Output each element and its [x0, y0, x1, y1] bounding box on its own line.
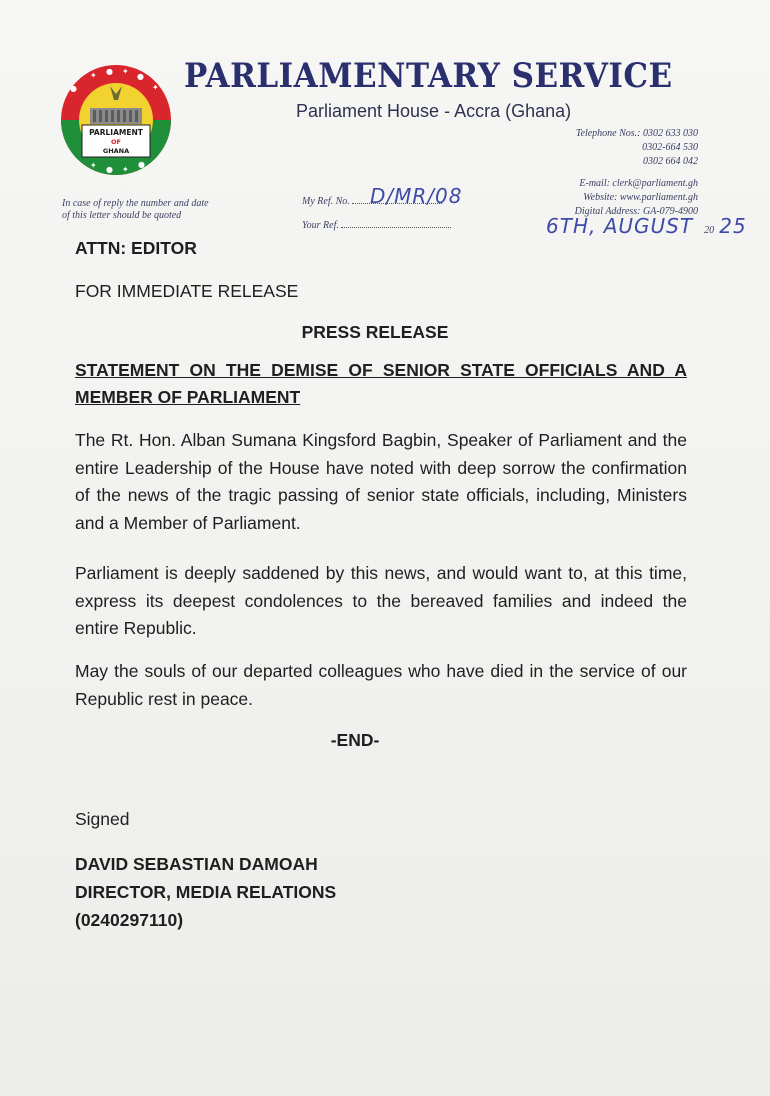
signatory-title: DIRECTOR, MEDIA RELATIONS: [75, 882, 337, 902]
paragraph-3: May the souls of our departed colleagues who have died in the service of our Republic rest in peace.: [75, 661, 687, 709]
logo-text-top: PARLIAMENT: [89, 128, 143, 137]
statement-title: STATEMENT ON THE DEMISE OF SENIOR STATE OFFICIALS AND A MEMBER OF PARLIAMENT: [75, 360, 687, 407]
end-marker: -END-: [330, 730, 380, 750]
telephone-line-1: Telephone Nos.: 0302 633 030: [575, 128, 698, 139]
signed-label: Signed: [75, 809, 130, 829]
contact-block: [575, 127, 698, 219]
signature-block: [75, 850, 687, 934]
attn-line: ATTN: EDITOR: [75, 238, 197, 258]
press-release-heading: PRESS RELEASE: [301, 322, 449, 342]
my-ref-label: My Ref. No.: [302, 196, 350, 207]
paragraph-1: The Rt. Hon. Alban Sumana Kingsford Bagbin, Speaker of Parliament and the entire Leadership of the House have noted with deep sorrow the confirmation of the news of the tragic passing of senior state officials, including, Ministers and a Member of Parliament.: [75, 430, 687, 533]
logo-text-mid: OF: [111, 138, 121, 146]
svg-text:●: ●: [137, 72, 144, 81]
logo-text-bot: GHANA: [102, 147, 130, 155]
signatory-phone: (0240297110): [75, 910, 184, 930]
paragraph-2: Parliament is deeply saddened by this news, and would want to, at this time, express its deepest condolences to the bereaved families and indeed the entire Republic.: [75, 563, 687, 638]
reference-block: [302, 184, 463, 244]
telephone-line-2: 0302-664 530: [642, 142, 698, 153]
org-address: Parliament House - Accra (Ghana): [296, 101, 572, 121]
date-year-suffix: 25: [719, 214, 747, 238]
svg-text:●: ●: [106, 165, 113, 174]
my-ref-value: D/MR/08: [370, 184, 463, 208]
signatory-name: DAVID SEBASTIAN DAMOAH: [75, 854, 318, 874]
svg-text:✦: ✦: [122, 67, 129, 76]
immediate-release: FOR IMMEDIATE RELEASE: [75, 281, 299, 301]
svg-text:✦: ✦: [122, 165, 129, 174]
svg-text:✦: ✦: [90, 161, 97, 170]
date-year-prefix: 20: [704, 225, 715, 236]
email-line: E-mail: clerk@parliament.gh: [579, 178, 698, 189]
reply-note: In case of reply the number and date of this letter should be quoted: [62, 198, 209, 221]
svg-text:●: ●: [70, 84, 77, 93]
svg-text:●: ●: [138, 160, 145, 169]
digital-address-line: Digital Address: GA-079-4900: [574, 206, 698, 217]
your-ref-label: Your Ref.: [302, 220, 339, 231]
date-day-month: 6TH, AUGUST: [546, 214, 694, 238]
letter-date: [546, 214, 747, 238]
svg-text:✦: ✦: [152, 83, 159, 92]
org-name: PARLIAMENTARY SERVICE: [184, 56, 673, 96]
telephone-line-3: 0302 664 042: [643, 156, 698, 167]
website-line: Website: www.parliament.gh: [583, 192, 698, 203]
parliament-logo: [60, 64, 172, 176]
svg-text:●: ●: [106, 67, 113, 76]
svg-text:✦: ✦: [90, 71, 97, 80]
